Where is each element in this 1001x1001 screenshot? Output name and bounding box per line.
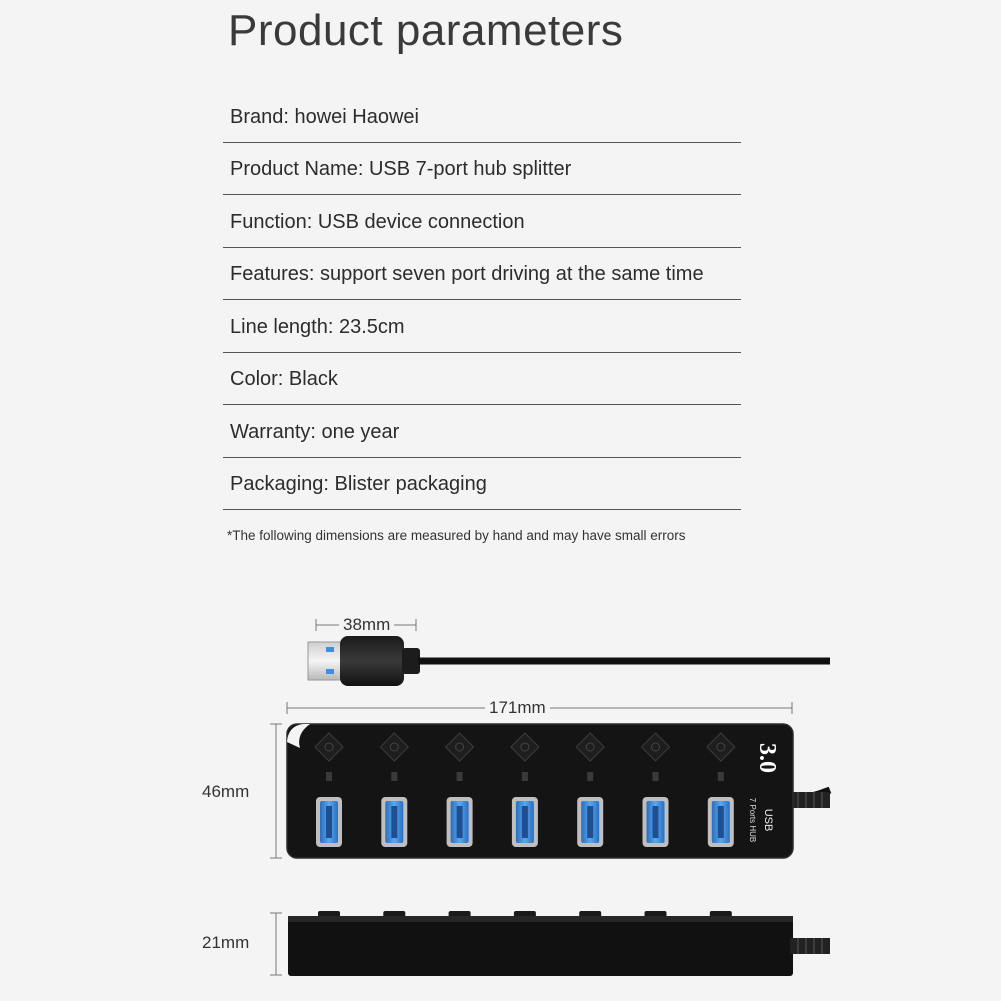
usb-port-slot: [457, 806, 463, 838]
usb-port-slot: [718, 806, 724, 838]
hub-width-label: 46mm: [198, 782, 253, 802]
param-packaging: Packaging: Blister packaging: [223, 458, 741, 511]
hub-side-view: [288, 911, 830, 976]
hub-length-label: 171mm: [485, 698, 550, 718]
param-warranty: Warranty: one year: [223, 405, 741, 458]
port-indicator-led: [522, 772, 528, 781]
param-color: Color: Black: [223, 353, 741, 406]
param-features: Features: support seven port driving at the same time: [223, 248, 741, 301]
cable-strain-relief: [790, 792, 830, 808]
plug-width-label: 38mm: [339, 615, 394, 635]
hub-height-dimension-marker: [270, 913, 282, 975]
usb-port-slot: [587, 806, 593, 838]
port-indicator-led: [587, 772, 593, 781]
hub-brand-text: USB: [762, 808, 774, 832]
hub-width-dimension-marker: [270, 724, 282, 858]
hub-height-label: 21mm: [198, 933, 253, 953]
measurement-note: *The following dimensions are measured by hand and may have small errors: [227, 528, 686, 543]
usb-plug: [308, 636, 420, 686]
hub-top-view: [287, 724, 793, 858]
hub-badge: 3.0: [754, 743, 780, 773]
param-line-length: Line length: 23.5cm: [223, 300, 741, 353]
usb-port-slot: [522, 806, 528, 838]
port-indicator-led: [326, 772, 332, 781]
param-function: Function: USB device connection: [223, 195, 741, 248]
usb-port-slot: [326, 806, 332, 838]
usb-port-slot: [653, 806, 659, 838]
port-indicator-led: [718, 772, 724, 781]
port-indicator-led: [391, 772, 397, 781]
param-product-name: Product Name: USB 7-port hub splitter: [223, 143, 741, 196]
param-brand: Brand: howei Haowei: [223, 90, 741, 143]
port-indicator-led: [653, 772, 659, 781]
usb-port-slot: [391, 806, 397, 838]
port-indicator-led: [457, 772, 463, 781]
page-title: Product parameters: [228, 6, 624, 55]
hub-sub-text: 7 Ports HUB: [748, 797, 757, 843]
